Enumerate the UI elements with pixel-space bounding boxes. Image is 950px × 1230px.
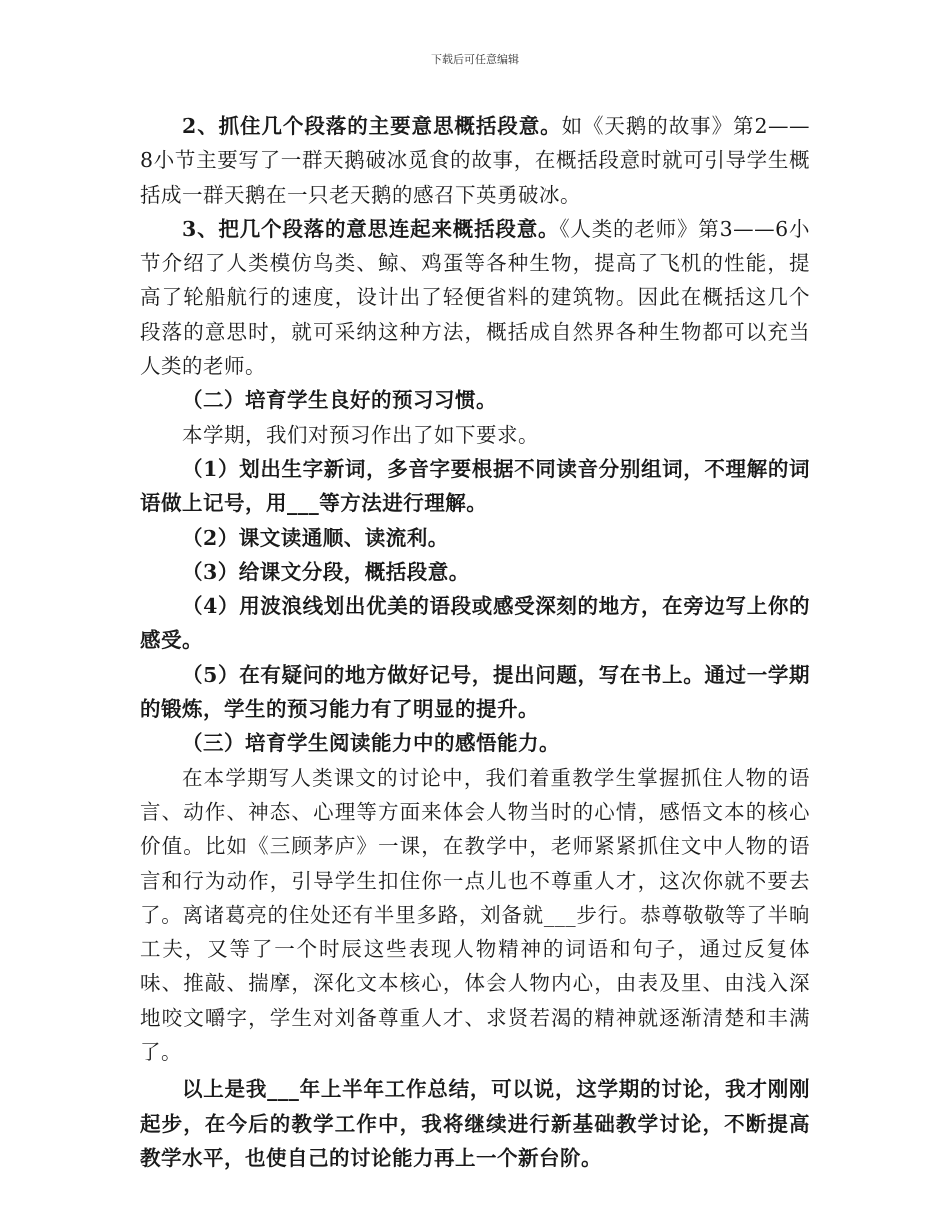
paragraph-text: 如《天鹅的故事》第2——8小节主要写了一群天鹅破冰觅食的故事，在概括段意时就可引导学生概括成一群天鹅在一只老天鹅的感召下英勇破冰。 <box>140 114 811 207</box>
paragraph-preview-requirements: 本学期，我们对预习作出了如下要求。 <box>182 422 539 447</box>
paragraph-summarize-main-idea <box>140 109 810 212</box>
section-heading-preview-habits: （二）培育学生良好的预习习惯。 <box>182 388 497 413</box>
paragraph-conclusion: 以上是我___年上半年工作总结，可以说，这学期的讨论，我才刚刚起步，在今后的教学工作中，我将继续进行新基础教学讨论，不断提高教学水平，也使自己的讨论能力再上一个新台阶。 <box>140 1077 810 1170</box>
paragraph-heading: 2、抓住几个段落的主要意思概括段意。 <box>182 114 562 138</box>
page-header: 下载后可任意编辑 <box>431 53 519 66</box>
list-item-3: （3）给课文分段，概括段意。 <box>182 559 470 584</box>
paragraph-text: 《人类的老师》第3——6小节介绍了人类模仿鸟类、鲸、鸡蛋等各种生物，提高了飞机的性能，提高了轮船航行的速度，设计出了轻便省料的建筑物。因此在概括这几个段落的意思时，就可采纳这种方法，概括成自然界各种生物都可以充当人类的老师。 <box>140 216 810 379</box>
list-item-4: （4）用波浪线划出优美的语段或感受深刻的地方，在旁边写上你的感受。 <box>140 594 810 653</box>
paragraph-reading-comprehension: 在本学期写人类课文的讨论中，我们着重教学生掌握抓住人物的语言、动作、神态、心理等方面来体会人物当时的心情，感悟文本的核心价值。比如《三顾茅庐》一课，在教学中，老师紧紧抓住文中人物的语言和行为动作，引导学生扣住你一点儿也不尊重人才，这次你就不要去了。离诸葛亮的住处还有半里多路，刘备就___步行。恭尊敬敬等了半晌工夫，又等了一个时辰这些表现人物精神的词语和句子，通过反复体味、推敲、揣摩，深化文本核心，体会人物内心，由表及里、由浅入深地咬文嚼字，学生对刘备尊重人才、求贤若渴的精神就逐渐清楚和丰满了。 <box>140 765 810 1065</box>
section-heading-reading-comprehension: （三）培育学生阅读能力中的感悟能力。 <box>182 731 560 756</box>
document-body <box>140 109 810 1175</box>
paragraph-heading: 3、把几个段落的意思连起来概括段意。 <box>182 216 560 241</box>
list-item-5: （5）在有疑问的地方做好记号，提出问题，写在书上。通过一学期的锻炼，学生的预习能力有了明显的提升。 <box>140 662 810 722</box>
list-item-2: （2）课文读通顺、读流利。 <box>182 525 449 550</box>
paragraph-combine-main-idea <box>140 212 810 383</box>
list-item-1: （1）划出生字新词，多音字要根据不同读音分别组词，不理解的词语做上记号，用___等方法进行理解。 <box>140 456 810 516</box>
